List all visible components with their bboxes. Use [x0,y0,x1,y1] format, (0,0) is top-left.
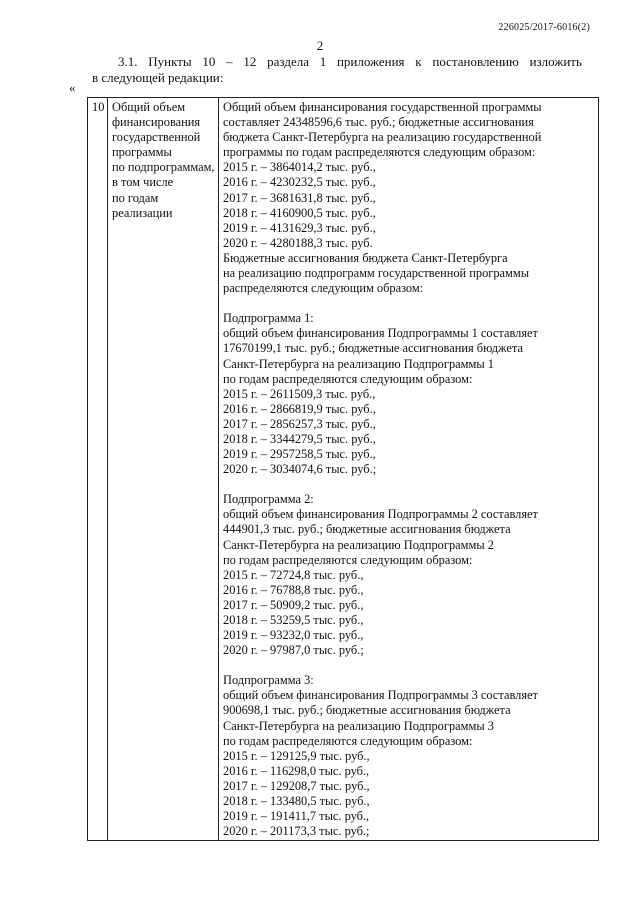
content-line: 2017 г. – 2856257,3 тыс. руб., [223,416,376,431]
content-line: 2020 г. – 3034074,6 тыс. руб.; [223,462,377,477]
content-line: 2018 г. – 3344279,5 тыс. руб., [223,431,376,446]
label-line: государственной [112,130,201,145]
content-line: 2017 г. – 3681631,8 тыс. руб., [223,190,376,205]
content-line: 2020 г. – 4280188,3 тыс. руб. [223,235,373,250]
content-line: программы по годам распределяются следующим образом: [223,145,536,160]
content-line: 2015 г. – 3864014,2 тыс. руб., [223,160,376,175]
content-line: 900698,1 тыс. руб.; бюджетные ассигнования бюджета [223,703,511,718]
opening-quote-mark: « [69,80,76,95]
intro-line-2: в следующей редакции: [92,70,224,85]
intro-word: 3.1. [118,54,138,69]
label-line: финансирования [112,115,201,130]
row-content [219,98,599,841]
content-line: бюджета Санкт-Петербурга на реализацию государственной [223,130,542,145]
intro-word: Пункты [148,54,192,69]
label-line: по годам [112,190,159,205]
label-line: реализации [112,205,173,220]
intro-word: приложения [336,54,405,69]
content-line: 17670199,1 тыс. руб.; бюджетные ассигнования бюджета [223,341,523,356]
label-line: в том числе [112,175,174,190]
page-number: 2 [316,38,324,53]
content-line: Общий объем финансирования государственной программы [223,100,542,114]
content-line: 2020 г. – 201173,3 тыс. руб.; [223,824,370,839]
content-line: общий объем финансирования Подпрограммы 1 составляет [223,326,538,341]
document-id: 226025/2017-6016(2) [498,22,590,33]
content-line: 2016 г. – 76788,8 тыс. руб., [223,582,364,597]
intro-word: – [226,54,233,69]
content-line: Подпрограмма 1: [223,311,314,326]
block-spacer [223,658,594,673]
intro-word: постановлению [432,54,519,69]
intro-word: 10 [202,54,216,69]
content-line: 2018 г. – 133480,5 тыс. руб., [223,794,370,809]
program-table [87,97,599,841]
content-line: 2015 г. – 129125,9 тыс. руб., [223,748,370,763]
content-line: по годам распределяются следующим образом: [223,552,473,567]
content-line: Подпрограмма 2: [223,492,314,507]
label-line: по подпрограммам, [112,160,215,175]
content-line: общий объем финансирования Подпрограммы 2 составляет [223,507,538,522]
content-line: 2017 г. – 50909,2 тыс. руб., [223,597,364,612]
content-line: 2015 г. – 2611509,3 тыс. руб., [223,386,376,401]
intro-line-1 [92,54,582,70]
content-line: общий объем финансирования Подпрограммы 3 составляет [223,688,538,703]
content-line: 2019 г. – 93232,0 тыс. руб., [223,628,364,643]
content-line: 2016 г. – 4230232,5 тыс. руб., [223,175,376,190]
block-spacer [223,477,594,492]
content-line: Бюджетные ассигнования бюджета Санкт-Петербурга [223,250,508,265]
intro-word: раздела [267,54,309,69]
table-row [88,98,599,841]
content-line: на реализацию подпрограмм государственной программы [223,266,530,281]
intro-word: 12 [243,54,257,69]
content-line: составляет 24348596,6 тыс. руб.; бюджетные ассигнования [223,115,534,130]
intro-word: изложить [529,54,582,69]
row-label [108,98,219,841]
content-line: 2019 г. – 4131629,3 тыс. руб., [223,220,376,235]
intro-word: к [415,54,422,69]
row-number: 10 [88,98,108,841]
content-line: Санкт-Петербурга на реализацию Подпрограммы 3 [223,718,494,733]
content-line: 2015 г. – 72724,8 тыс. руб., [223,567,364,582]
content-line: 2017 г. – 129208,7 тыс. руб., [223,778,370,793]
content-line: по годам распределяются следующим образом: [223,371,473,386]
content-line: 2018 г. – 4160900,5 тыс. руб., [223,205,376,220]
label-line: программы [112,145,172,160]
content-line: 2020 г. – 97987,0 тыс. руб.; [223,643,364,658]
content-line: 2019 г. – 2957258,5 тыс. руб., [223,447,376,462]
content-line: 2019 г. – 191411,7 тыс. руб., [223,809,370,824]
content-line: по годам распределяются следующим образом: [223,733,473,748]
label-line: Общий объем [112,100,186,114]
content-line: Подпрограмма 3: [223,673,314,688]
content-line: 2016 г. – 116298,0 тыс. руб., [223,763,370,778]
intro-paragraph [92,54,582,86]
content-line: распределяются следующим образом: [223,281,424,296]
content-line: 444901,3 тыс. руб.; бюджетные ассигнования бюджета [223,522,511,537]
content-line: Санкт-Петербурга на реализацию Подпрограммы 1 [223,356,494,371]
content-line: 2018 г. – 53259,5 тыс. руб., [223,613,364,627]
content-line: Санкт-Петербурга на реализацию Подпрограммы 2 [223,537,494,552]
block-spacer [223,296,594,311]
intro-word: 1 [319,54,327,69]
content-line: 2016 г. – 2866819,9 тыс. руб., [223,401,376,416]
